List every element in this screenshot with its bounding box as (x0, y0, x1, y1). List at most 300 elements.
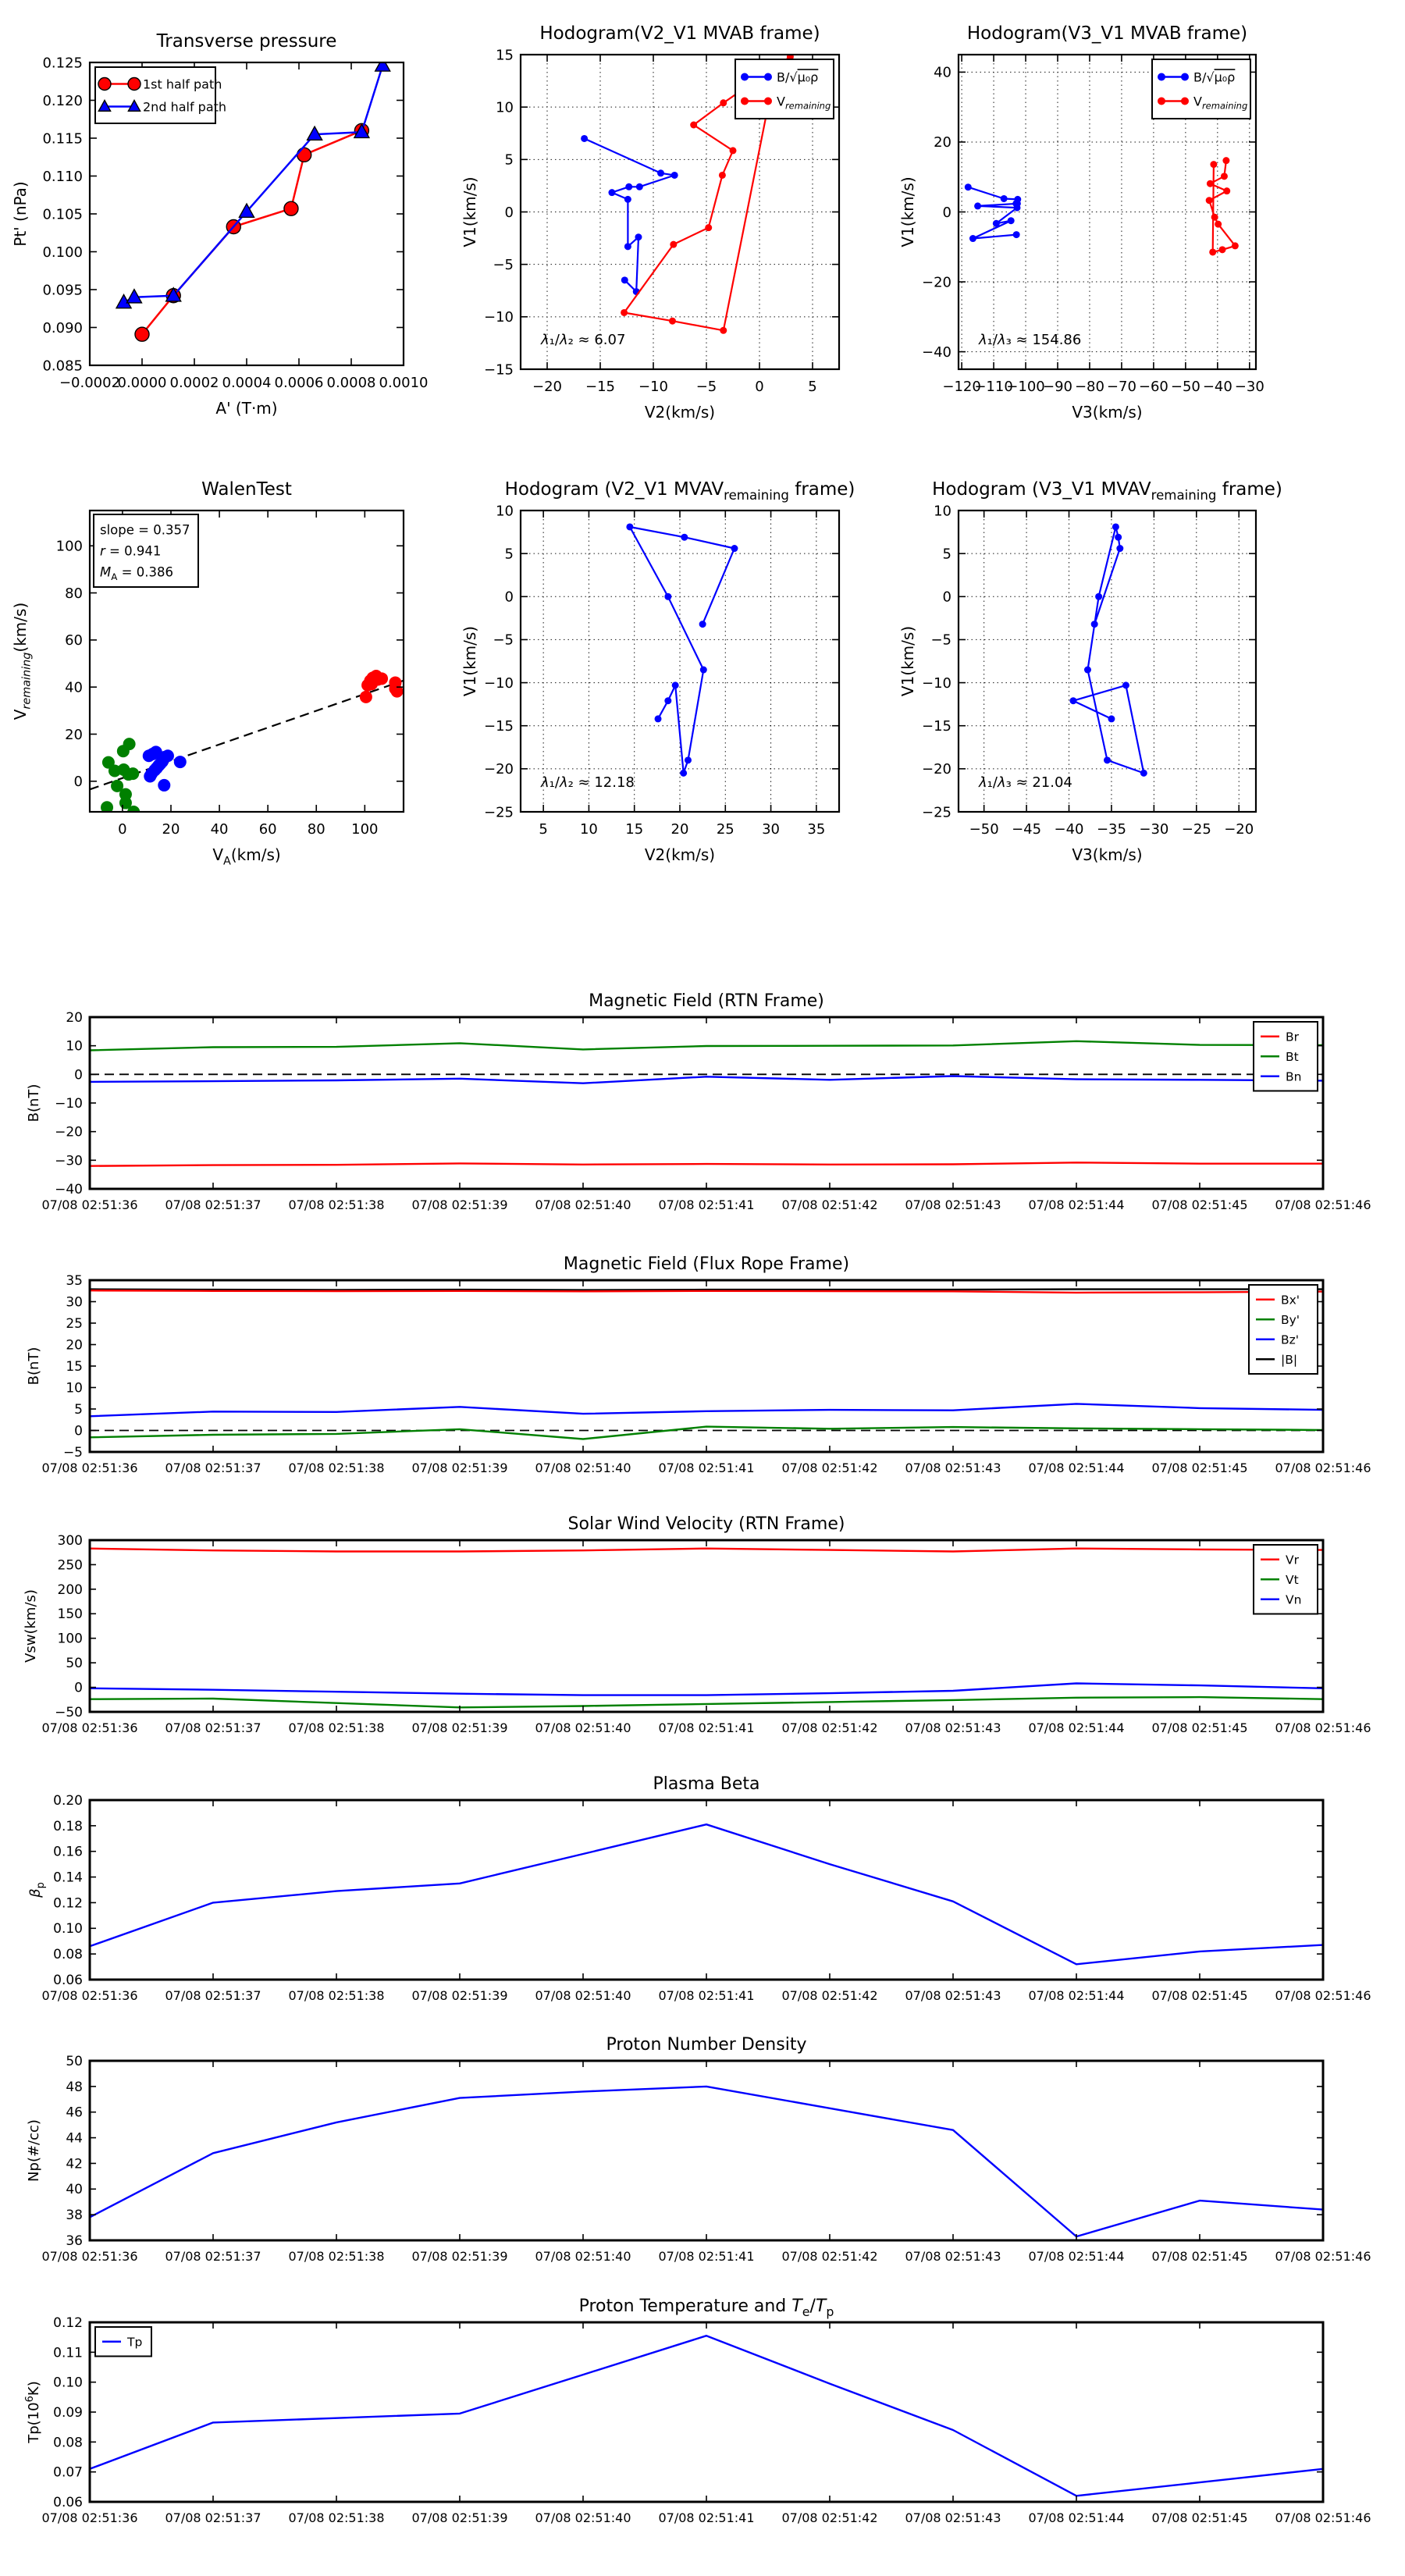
series-bx- (90, 1290, 1323, 1293)
axis-ticks (90, 1540, 1323, 1712)
y-tick-label: 0.07 (53, 2464, 83, 2481)
x-tick-label: 07/08 02:51:40 (535, 1461, 631, 1475)
y-tick-label: −5 (493, 256, 514, 273)
y-tick-label: −15 (922, 718, 951, 735)
legend (1152, 59, 1250, 119)
legend (1254, 1022, 1318, 1091)
legend-label: Bz' (1281, 1332, 1300, 1347)
x-tick-label: 07/08 02:51:39 (411, 2249, 508, 2264)
y-tick-label: 44 (66, 2130, 83, 2147)
y-tick-label: 0.10 (53, 2375, 83, 2391)
y-tick-label: 46 (66, 2105, 83, 2121)
y-tick-label: 0.095 (42, 282, 83, 299)
y-tick-label: −15 (484, 361, 514, 379)
legend-label: 1st half path (143, 76, 222, 92)
y-tick-label: 0.12 (53, 1895, 83, 1912)
plot-canvas-hodogram-v3v1-mvav (898, 468, 1405, 921)
y-tick-label: 10 (934, 503, 951, 520)
series-v-remaining (1206, 157, 1239, 255)
series-br (90, 1162, 1323, 1165)
x-tick-label: 07/08 02:51:43 (905, 1720, 1001, 1735)
legend-label: |B| (1281, 1352, 1298, 1367)
x-tick-label: −40 (1054, 821, 1084, 838)
plot-plasma-beta (0, 1760, 1405, 2022)
y-tick-label: 20 (66, 1009, 83, 1026)
y-tick-label: 0.105 (42, 206, 83, 223)
x-tick-label: 07/08 02:51:38 (288, 1720, 385, 1735)
y-axis-label: V1(km/s) (898, 625, 917, 697)
y-tick-label: 0 (504, 589, 514, 606)
legend-label: Vr (1286, 1553, 1299, 1567)
y-tick-label: 60 (65, 632, 83, 649)
x-tick-label: −90 (1043, 379, 1072, 395)
y-tick-label: −5 (930, 632, 951, 649)
legend-label: Br (1286, 1030, 1300, 1044)
y-tick-label: 0.085 (42, 358, 83, 375)
x-tick-label: −70 (1106, 379, 1136, 395)
x-tick-label: −5 (695, 379, 717, 395)
series-area (90, 1041, 1323, 1166)
legend-label: Vn (1286, 1592, 1302, 1607)
x-tick-label: −100 (1006, 379, 1045, 395)
legend-label: 2nd half path (143, 99, 227, 115)
x-tick-label: 07/08 02:51:38 (288, 2249, 385, 2264)
y-tick-label: 0.100 (42, 244, 83, 261)
x-tick-label: 07/08 02:51:44 (1028, 2249, 1125, 2264)
series-bt (90, 1041, 1323, 1051)
y-tick-label: −5 (493, 632, 514, 649)
series-area (90, 2336, 1323, 2496)
series-v-remaining (1069, 523, 1147, 776)
x-tick-label: 100 (351, 821, 379, 838)
y-tick-label: 50 (66, 1656, 83, 1672)
y-tick-label: 0.06 (53, 2494, 83, 2510)
x-axis-label: A' (T·m) (215, 399, 278, 418)
axes-frame (90, 2322, 1323, 2502)
x-tick-label: 07/08 02:51:41 (658, 2249, 755, 2264)
x-tick-label: 07/08 02:51:46 (1275, 1461, 1371, 1475)
x-tick-label: 07/08 02:51:40 (535, 1197, 631, 1212)
plot-hodogram-v3v1-mvab (898, 0, 1405, 468)
y-tick-label: 0.110 (42, 168, 83, 185)
series-area (90, 1290, 1323, 1439)
plot-proton-number-density (0, 2022, 1405, 2283)
y-tick-label: 10 (496, 503, 514, 520)
x-tick-label: 07/08 02:51:36 (41, 1720, 138, 1735)
series-1st-half-path (135, 123, 368, 341)
x-axis-label: V2(km/s) (644, 845, 716, 864)
x-tick-label: 07/08 02:51:36 (41, 2249, 138, 2264)
y-tick-label: 0.14 (53, 1870, 83, 1886)
legend-label: Bn (1286, 1069, 1302, 1084)
y-tick-label: 0.12 (53, 2314, 83, 2331)
annotation: λ₁/λ₂ ≈ 12.18 (541, 774, 635, 791)
x-tick-label: 0 (755, 379, 764, 395)
y-tick-label: −40 (55, 1181, 83, 1197)
x-tick-label: 07/08 02:51:36 (41, 1461, 138, 1475)
x-tick-label: 07/08 02:51:40 (535, 1720, 631, 1735)
y-tick-label: 40 (934, 64, 951, 81)
y-tick-label: 300 (57, 1532, 83, 1549)
series-b-normalized (581, 135, 678, 295)
x-tick-label: 07/08 02:51:43 (905, 2249, 1001, 2264)
legend-label: $V_{remaining}$ (1193, 94, 1248, 112)
y-tick-label: 10 (66, 1038, 83, 1055)
y-axis-label: $Tp(10^6K)$ (24, 2381, 42, 2443)
y-tick-label: −10 (484, 674, 514, 692)
x-tick-label: −20 (1224, 821, 1254, 838)
y-tick-label: 0 (942, 589, 951, 606)
x-tick-label: 07/08 02:51:44 (1028, 1988, 1125, 2003)
x-tick-label: 5 (539, 821, 548, 838)
x-tick-label: 07/08 02:51:44 (1028, 1197, 1125, 1212)
x-tick-label: 07/08 02:51:39 (411, 1988, 508, 2003)
y-tick-label: 0.115 (42, 130, 83, 148)
info-box-line: $M_A = 0.386$ (100, 564, 173, 582)
x-tick-label: 07/08 02:51:46 (1275, 2249, 1371, 2264)
y-tick-label: −10 (922, 674, 951, 692)
plot-canvas-tp (0, 2283, 1405, 2576)
y-tick-label: 40 (66, 2182, 83, 2198)
plot-title: Proton Temperature and $T_e/T_p$ (578, 2297, 834, 2319)
plot-canvas-hodogram-v2v1-mvab (437, 0, 905, 468)
x-tick-label: −30 (1139, 821, 1169, 838)
y-tick-label: 0.16 (53, 1844, 83, 1860)
y-tick-label: 15 (66, 1358, 83, 1375)
y-tick-label: 10 (66, 1380, 83, 1397)
series-vn (90, 1684, 1323, 1695)
y-axis-label: V1(km/s) (461, 625, 479, 697)
x-tick-label: 07/08 02:51:36 (41, 1197, 138, 1212)
y-tick-label: 150 (57, 1606, 83, 1623)
x-tick-label: 07/08 02:51:42 (781, 1720, 878, 1735)
y-tick-label: 5 (74, 1401, 83, 1418)
axis-ticks (959, 511, 1256, 812)
x-tick-label: 25 (716, 821, 735, 838)
x-tick-label: 07/08 02:51:36 (41, 2510, 138, 2525)
legend-label: Bx' (1281, 1293, 1300, 1308)
x-tick-label: 07/08 02:51:45 (1151, 1988, 1248, 2003)
y-tick-label: −20 (484, 761, 514, 778)
x-tick-label: 5 (808, 379, 817, 395)
x-tick-label: 07/08 02:51:45 (1151, 1461, 1248, 1475)
x-tick-label: −0.0002 (59, 375, 121, 391)
y-tick-label: 0.090 (42, 319, 83, 336)
y-tick-label: 0 (74, 1067, 83, 1083)
x-tick-label: 07/08 02:51:42 (781, 2249, 878, 2264)
x-tick-label: −20 (532, 379, 562, 395)
x-tick-label: −50 (969, 821, 999, 838)
x-tick-label: 07/08 02:51:40 (535, 2510, 631, 2525)
x-tick-label: 07/08 02:51:36 (41, 1988, 138, 2003)
x-tick-label: −120 (942, 379, 981, 395)
plot-canvas-hodogram-v2v1-mvav (437, 468, 905, 921)
x-tick-label: −10 (638, 379, 668, 395)
plot-title: Hodogram (V2_V1 $MVAV_{remaining}$ frame) (504, 479, 855, 503)
y-tick-label: 80 (65, 585, 83, 602)
series-bn (90, 1076, 1323, 1083)
series-vr (90, 1549, 1323, 1552)
legend-label: Vt (1286, 1572, 1299, 1587)
x-tick-label: −25 (1181, 821, 1211, 838)
y-axis-label: V1(km/s) (461, 176, 479, 247)
x-tick-label: 0.0010 (379, 375, 429, 391)
series-bz- (90, 1404, 1323, 1416)
x-tick-label: 30 (762, 821, 781, 838)
axes-frame (959, 511, 1256, 812)
x-tick-label: 07/08 02:51:38 (288, 2510, 385, 2525)
y-tick-label: 40 (65, 679, 83, 696)
x-tick-label: −60 (1138, 379, 1168, 395)
x-tick-label: 07/08 02:51:38 (288, 1988, 385, 2003)
y-tick-label: 0.10 (53, 1921, 83, 1937)
y-tick-label: 200 (57, 1582, 83, 1598)
legend-label: By' (1281, 1312, 1300, 1327)
plot-canvas-walen-test (0, 468, 468, 921)
plot-title: Magnetic Field (Flux Rope Frame) (563, 1254, 850, 1274)
x-tick-label: 10 (579, 821, 598, 838)
x-tick-label: 07/08 02:51:41 (658, 1720, 755, 1735)
annotation: λ₁/λ₃ ≈ 21.04 (979, 774, 1072, 791)
y-tick-label: 0 (74, 1423, 83, 1439)
x-tick-label: 0.0006 (274, 375, 324, 391)
x-tick-label: 60 (258, 821, 277, 838)
legend-label: Tp (127, 2335, 143, 2350)
x-tick-label: 07/08 02:51:42 (781, 1461, 878, 1475)
x-tick-label: 07/08 02:51:37 (165, 2510, 261, 2525)
y-tick-label: 100 (57, 1631, 83, 1647)
x-tick-label: 0.0000 (117, 375, 167, 391)
series-v-remaining (626, 523, 738, 776)
y-tick-label: 0.18 (53, 1818, 83, 1834)
plot-title: Hodogram (V3_V1 $MVAV_{remaining}$ frame) (932, 479, 1282, 503)
series-area (965, 157, 1239, 255)
series-by- (90, 1427, 1323, 1439)
plot-canvas-b-rtn (0, 980, 1405, 1241)
plot-hodogram-v2v1-mvav (437, 468, 905, 921)
grid (521, 511, 839, 812)
x-tick-label: 07/08 02:51:37 (165, 1197, 261, 1212)
y-tick-label: 0.125 (42, 55, 83, 72)
annotation: λ₁/λ₂ ≈ 6.07 (541, 332, 626, 348)
y-axis-label: $\beta_p$ (27, 1882, 47, 1898)
x-tick-label: 07/08 02:51:40 (535, 1988, 631, 2003)
plot-canvas-vsw (0, 1503, 1405, 1764)
x-tick-label: 07/08 02:51:39 (411, 1720, 508, 1735)
y-tick-label: 100 (55, 538, 83, 555)
x-tick-label: 07/08 02:51:37 (165, 2249, 261, 2264)
x-tick-label: 07/08 02:51:46 (1275, 1988, 1371, 2003)
x-tick-label: 07/08 02:51:45 (1151, 2249, 1248, 2264)
axes-frame (90, 1800, 1323, 1980)
x-tick-label: 07/08 02:51:39 (411, 2510, 508, 2525)
plot-title: Hodogram(V2_V1 MVAB frame) (539, 23, 820, 44)
y-tick-label: −10 (55, 1095, 83, 1112)
y-tick-label: 50 (66, 2053, 83, 2069)
series-proton-density (90, 2087, 1323, 2236)
y-tick-label: 0.09 (53, 2404, 83, 2421)
plot-hodogram-v2v1-mvab (437, 0, 905, 468)
series-area (1069, 523, 1147, 776)
x-tick-label: 07/08 02:51:40 (535, 2249, 631, 2264)
plot-magnetic-field-rtn (0, 980, 1405, 1241)
info-box (94, 514, 198, 587)
x-tick-label: 07/08 02:51:41 (658, 2510, 755, 2525)
x-tick-label: 07/08 02:51:43 (905, 1197, 1001, 1212)
plot-title: Transverse pressure (156, 31, 337, 52)
plot-magnetic-field-flux-rope (0, 1241, 1405, 1503)
x-tick-label: −45 (1012, 821, 1042, 838)
x-axis-label: $V_A(km/s)$ (212, 845, 281, 868)
x-tick-label: 07/08 02:51:41 (658, 1461, 755, 1475)
series-area (90, 2087, 1323, 2236)
x-tick-label: 35 (807, 821, 826, 838)
axis-ticks (90, 2322, 1323, 2502)
y-tick-label: −25 (922, 804, 951, 821)
series-b-normalized (965, 183, 1022, 242)
x-tick-label: −110 (974, 379, 1013, 395)
plot-canvas-hodogram-v3v1-mvab (898, 0, 1405, 468)
x-tick-label: 07/08 02:51:46 (1275, 1720, 1371, 1735)
x-tick-label: 0 (118, 821, 127, 838)
x-tick-label: 07/08 02:51:42 (781, 1988, 878, 2003)
y-tick-label: −10 (484, 309, 514, 326)
series-area (90, 670, 404, 818)
y-tick-label: −20 (922, 761, 951, 778)
plot-canvas-np (0, 2022, 1405, 2283)
x-axis-label: V3(km/s) (1072, 845, 1143, 864)
y-tick-label: 25 (66, 1315, 83, 1332)
axis-ticks (90, 1800, 1323, 1980)
plot-canvas-b-fr (0, 1241, 1405, 1503)
x-tick-label: 07/08 02:51:37 (165, 1720, 261, 1735)
legend (1254, 1545, 1318, 1614)
y-axis-label: V1(km/s) (898, 176, 917, 247)
x-tick-label: 15 (625, 821, 644, 838)
y-tick-label: 20 (934, 134, 951, 151)
y-tick-label: 250 (57, 1557, 83, 1574)
x-tick-label: 07/08 02:51:42 (781, 1197, 878, 1212)
plot-hodogram-v3v1-mvav (898, 468, 1405, 921)
plot-title: Proton Number Density (606, 2035, 807, 2055)
x-tick-label: 80 (307, 821, 325, 838)
plot-title: WalenTest (201, 479, 292, 500)
x-tick-label: 07/08 02:51:43 (905, 1988, 1001, 2003)
y-tick-label: −25 (484, 804, 514, 821)
x-tick-label: 40 (210, 821, 229, 838)
x-tick-label: 07/08 02:51:43 (905, 2510, 1001, 2525)
y-tick-label: 0 (942, 204, 951, 221)
y-axis-label: Vsw(km/s) (23, 1589, 39, 1663)
x-tick-label: 07/08 02:51:45 (1151, 1197, 1248, 1212)
y-axis-label: B(nT) (26, 1347, 42, 1386)
x-tick-label: 20 (670, 821, 689, 838)
y-tick-label: 30 (66, 1294, 83, 1311)
y-tick-label: −5 (62, 1444, 83, 1461)
x-tick-label: 07/08 02:51:44 (1028, 1461, 1125, 1475)
y-tick-label: 0.11 (53, 2345, 83, 2361)
x-tick-label: 07/08 02:51:46 (1275, 1197, 1371, 1212)
x-tick-label: 07/08 02:51:41 (658, 1197, 755, 1212)
plot-title: Magnetic Field (RTN Frame) (589, 991, 824, 1011)
x-tick-label: 07/08 02:51:41 (658, 1988, 755, 2003)
y-tick-label: −40 (922, 343, 951, 361)
y-tick-label: 0.08 (53, 2435, 83, 2451)
plot-canvas-transverse-pressure (0, 0, 468, 468)
y-tick-label: 0 (504, 204, 514, 221)
x-tick-label: 0.0002 (169, 375, 219, 391)
annotation: λ₁/λ₃ ≈ 154.86 (979, 332, 1082, 348)
info-box-line: r = 0.941 (100, 543, 162, 559)
y-axis-label: Np(#/cc) (26, 2119, 42, 2182)
y-tick-label: 10 (496, 99, 514, 116)
x-tick-label: −40 (1202, 379, 1232, 395)
y-tick-label: 38 (66, 2208, 83, 2224)
x-tick-label: 07/08 02:51:37 (165, 1461, 261, 1475)
y-tick-label: 48 (66, 2079, 83, 2095)
x-tick-label: −35 (1096, 821, 1126, 838)
info-box-line: slope = 0.357 (100, 522, 190, 538)
y-tick-label: −30 (55, 1153, 83, 1169)
y-tick-label: −15 (484, 718, 514, 735)
y-tick-label: 42 (66, 2156, 83, 2172)
y-axis-label: Pt' (nPa) (11, 181, 30, 247)
axes-frame (90, 2061, 1323, 2240)
x-tick-label: 07/08 02:51:44 (1028, 2510, 1125, 2525)
series-tp (90, 2336, 1323, 2496)
x-tick-label: 07/08 02:51:46 (1275, 2510, 1371, 2525)
axis-ticks (90, 2061, 1323, 2240)
y-tick-label: 0.06 (53, 1972, 83, 1988)
series-plasma-beta (90, 1824, 1323, 1964)
x-tick-label: 20 (162, 821, 180, 838)
series-area (626, 523, 738, 776)
legend (735, 59, 834, 119)
plot-solar-wind-velocity (0, 1503, 1405, 1764)
y-tick-label: 0.120 (42, 92, 83, 109)
legend (95, 67, 226, 123)
x-tick-label: 07/08 02:51:44 (1028, 1720, 1125, 1735)
legend-label: Bt (1286, 1049, 1299, 1064)
x-tick-label: 07/08 02:51:39 (411, 1197, 508, 1212)
plot-title: Solar Wind Velocity (RTN Frame) (567, 1514, 845, 1534)
x-tick-label: 07/08 02:51:45 (1151, 1720, 1248, 1735)
grid (959, 511, 1256, 812)
x-axis-label: V3(km/s) (1072, 403, 1143, 422)
y-tick-label: 20 (66, 1337, 83, 1354)
y-axis-label: B(nT) (26, 1083, 42, 1123)
x-tick-label: 0.0008 (326, 375, 376, 391)
y-tick-label: 35 (66, 1272, 83, 1289)
series-group-2 (143, 745, 187, 792)
y-tick-label: 5 (504, 546, 514, 563)
y-tick-label: −20 (55, 1124, 83, 1140)
y-tick-label: −50 (55, 1704, 83, 1720)
x-tick-label: 07/08 02:51:43 (905, 1461, 1001, 1475)
y-tick-label: 5 (504, 151, 514, 169)
x-tick-label: 07/08 02:51:45 (1151, 2510, 1248, 2525)
x-tick-label: −50 (1170, 379, 1200, 395)
plot-transverse-pressure (0, 0, 468, 468)
x-tick-label: 0.0004 (222, 375, 272, 391)
legend-label: B/√μ₀ρ (777, 69, 819, 85)
y-tick-label: 36 (66, 2233, 83, 2249)
x-tick-label: 07/08 02:51:39 (411, 1461, 508, 1475)
plot-canvas-beta (0, 1760, 1405, 2022)
plot-walen-test (0, 468, 468, 921)
legend (95, 2327, 151, 2357)
x-tick-label: 07/08 02:51:42 (781, 2510, 878, 2525)
